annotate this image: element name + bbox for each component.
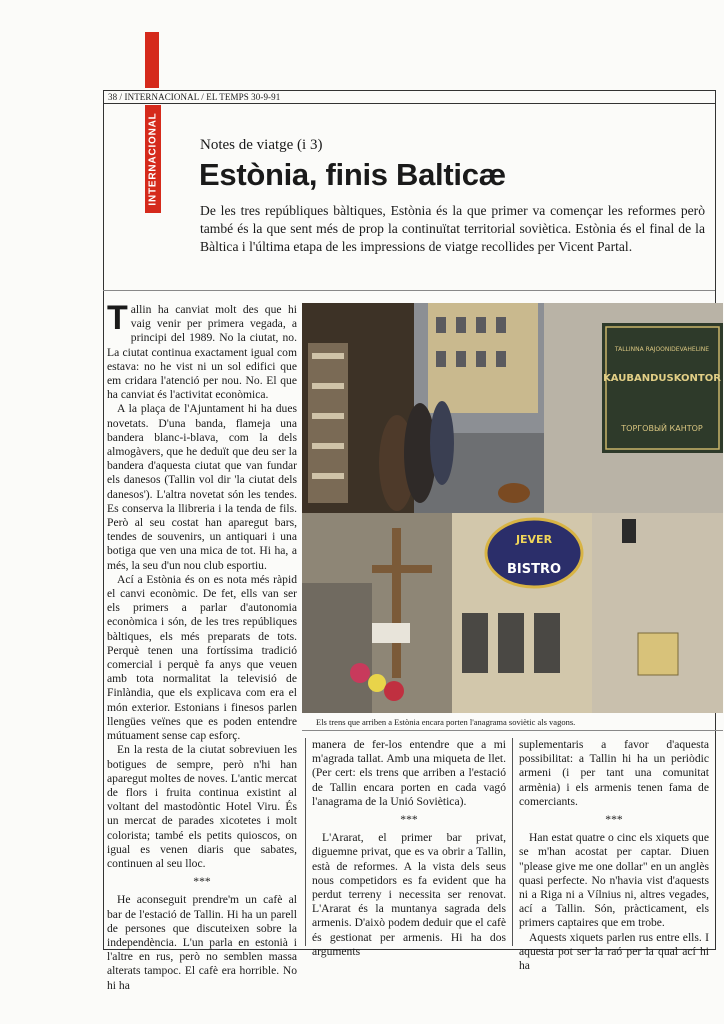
bistro-bottom-text: BISTRO (506, 562, 562, 577)
article-title: Estònia, finis Balticæ (199, 157, 506, 192)
page-color-tab (145, 32, 159, 88)
paragraph: He aconseguit prendre'm un cafè al bar de l'estació de Tallin. Hi ha un parell de persones que discuteixen sobre la independència. L'un parla en estonià i l'altre en rus, però no semblen massa alterats tampoc. El cafè era horrible. No hi ha (107, 893, 297, 992)
lede-rule (103, 290, 715, 291)
paragraph: allin ha canviat molt des que hi vaig venir per primera vegada, a principi del 1989. No la ciutat, no. La ciutat continua exactament igual com estava: no he vist ni un sol edifici que em cridara l'atenció per nou. No. El que ha canviat és l'activitat econòmica. (107, 303, 297, 402)
paragraph: suplementaris a favor d'aquesta possibilitat: a Tallin hi ha un periòdic armeni (i per tant una comunitat armènia) i els armenis tenen fama de comerciants. (519, 738, 709, 808)
folio: 38 / INTERNACIONAL / EL TEMPS 30-9-91 (108, 92, 281, 102)
section-tab (145, 105, 161, 213)
section-break: *** (400, 813, 418, 827)
paragraph: Aquests xiquets parlen rus entre ells. I aquesta pot ser la raó per la qual ací hi ha (519, 930, 709, 973)
bistro-top-text: JEVER (515, 533, 553, 546)
article-lede: De les tres repúbliques bàltiques, Estònia és la que primer va començar les reformes però també és la que sent més de prop la continuïtat territorial soviètica. Estònia és el final de la Bàltica i l'última etapa de les impressions de viatge recollides per Vicent Partal. (200, 203, 705, 255)
paragraph: En la resta de la ciutat sobreviuen les botigues de sempre, però n'hi han aparegut moltes de noves. L'antic mercat de flors i fruita continua existint al voltant del mastodòntic Hotel Viru. És un mercat de parades xicotetes i molt colorista; també els petits quioscos, on igual es venen diaris que sabates, continuen al seu lloc. (107, 743, 297, 870)
column-divider (512, 738, 513, 946)
section-label: INTERNACIONAL (147, 112, 159, 206)
paragraph: L'Ararat, el primer bar privat, diguemne privat, que es va obrir a Tallin, està de reformes. A la vista dels seus nous competidors es fa evident que ha perdut terreny i necessita ser renovat. L'Ararat és la muntanya sagrada dels armenis. D'això podem deduir que el cafè és gestionat per armenis. Hi ha dos arguments (312, 831, 506, 958)
photo-collage (302, 303, 723, 713)
section-break: *** (605, 813, 623, 827)
paragraph: manera de fer-los entendre que a mi m'agrada tallat. Amb una miqueta de llet. (Per cert: els trens que arriben a l'estació de Tallin encara porten en cada vagó l'anagrama de la Unió Soviètica). (312, 738, 506, 808)
drop-cap: T (107, 299, 128, 337)
text-column-2 (312, 738, 506, 959)
column-divider (305, 738, 306, 946)
article-kicker: Notes de viatge (i 3) (200, 137, 323, 153)
text-column-1 (107, 299, 297, 993)
article-photo (302, 303, 723, 713)
section-break: *** (193, 875, 211, 889)
header-rule (103, 103, 715, 104)
paragraph: Ací a Estònia és on es nota més ràpid el canvi econòmic. De fet, ells van ser els primers a parlar d'autonomia econòmica i són, de les tres repúbliques bàltiques, els més preparats de tots. Perquè tenen una fortíssima tradició comercial i perquè fa anys que veuen amb tota normalitat la televisió de Finlàndia, que els explicava com era el món exterior. Estonians i finesos parlen llengües veïnes que es poden entendre mútuament sense cap esforç. (107, 572, 297, 743)
paragraph: Han estat quatre o cinc els xiquets que se m'han acostat per captar. Diuen "please give me one dollar" en un anglès quasi perfecte. No n'havia vist d'aquests ni a Riga ni a Vílnius ni, altres vegades, ací a Tallin. Són, pràcticament, els primers captaires que em trobe. (519, 831, 709, 930)
caption-rule (302, 730, 723, 731)
sign-text: KAUBANDUSKONTOR (603, 373, 721, 384)
paragraph: A la plaça de l'Ajuntament hi ha dues novetats. D'una banda, flameja una bandera blanc-i-blava, com la dels almogàvers, que he deduït que deu ser la bandera d'aquesta ciutat que van fundar els danesos (Tallin vol dir 'la ciutat dels danesos'). L'altra novetat són les tendes. Es conserva la llibreria i la tenda de fils. Però al seu costat han aparegut bars, tendes de souvenirs, un antiquari i una botiga que ven una mica de tot. Hi ha, a més, la seu d'un nou club esportiu. (107, 402, 297, 572)
photo-caption: Els trens que arriben a Estònia encara porten l'anagrama soviètic als vagons. (316, 717, 576, 727)
sign-subtext: TALLINNA RAJOONIDEVAHELINE (614, 346, 710, 353)
text-column-3 (519, 738, 709, 973)
sign-cyrillic: ТОРГОВЫЙ КАНТОР (621, 424, 703, 433)
